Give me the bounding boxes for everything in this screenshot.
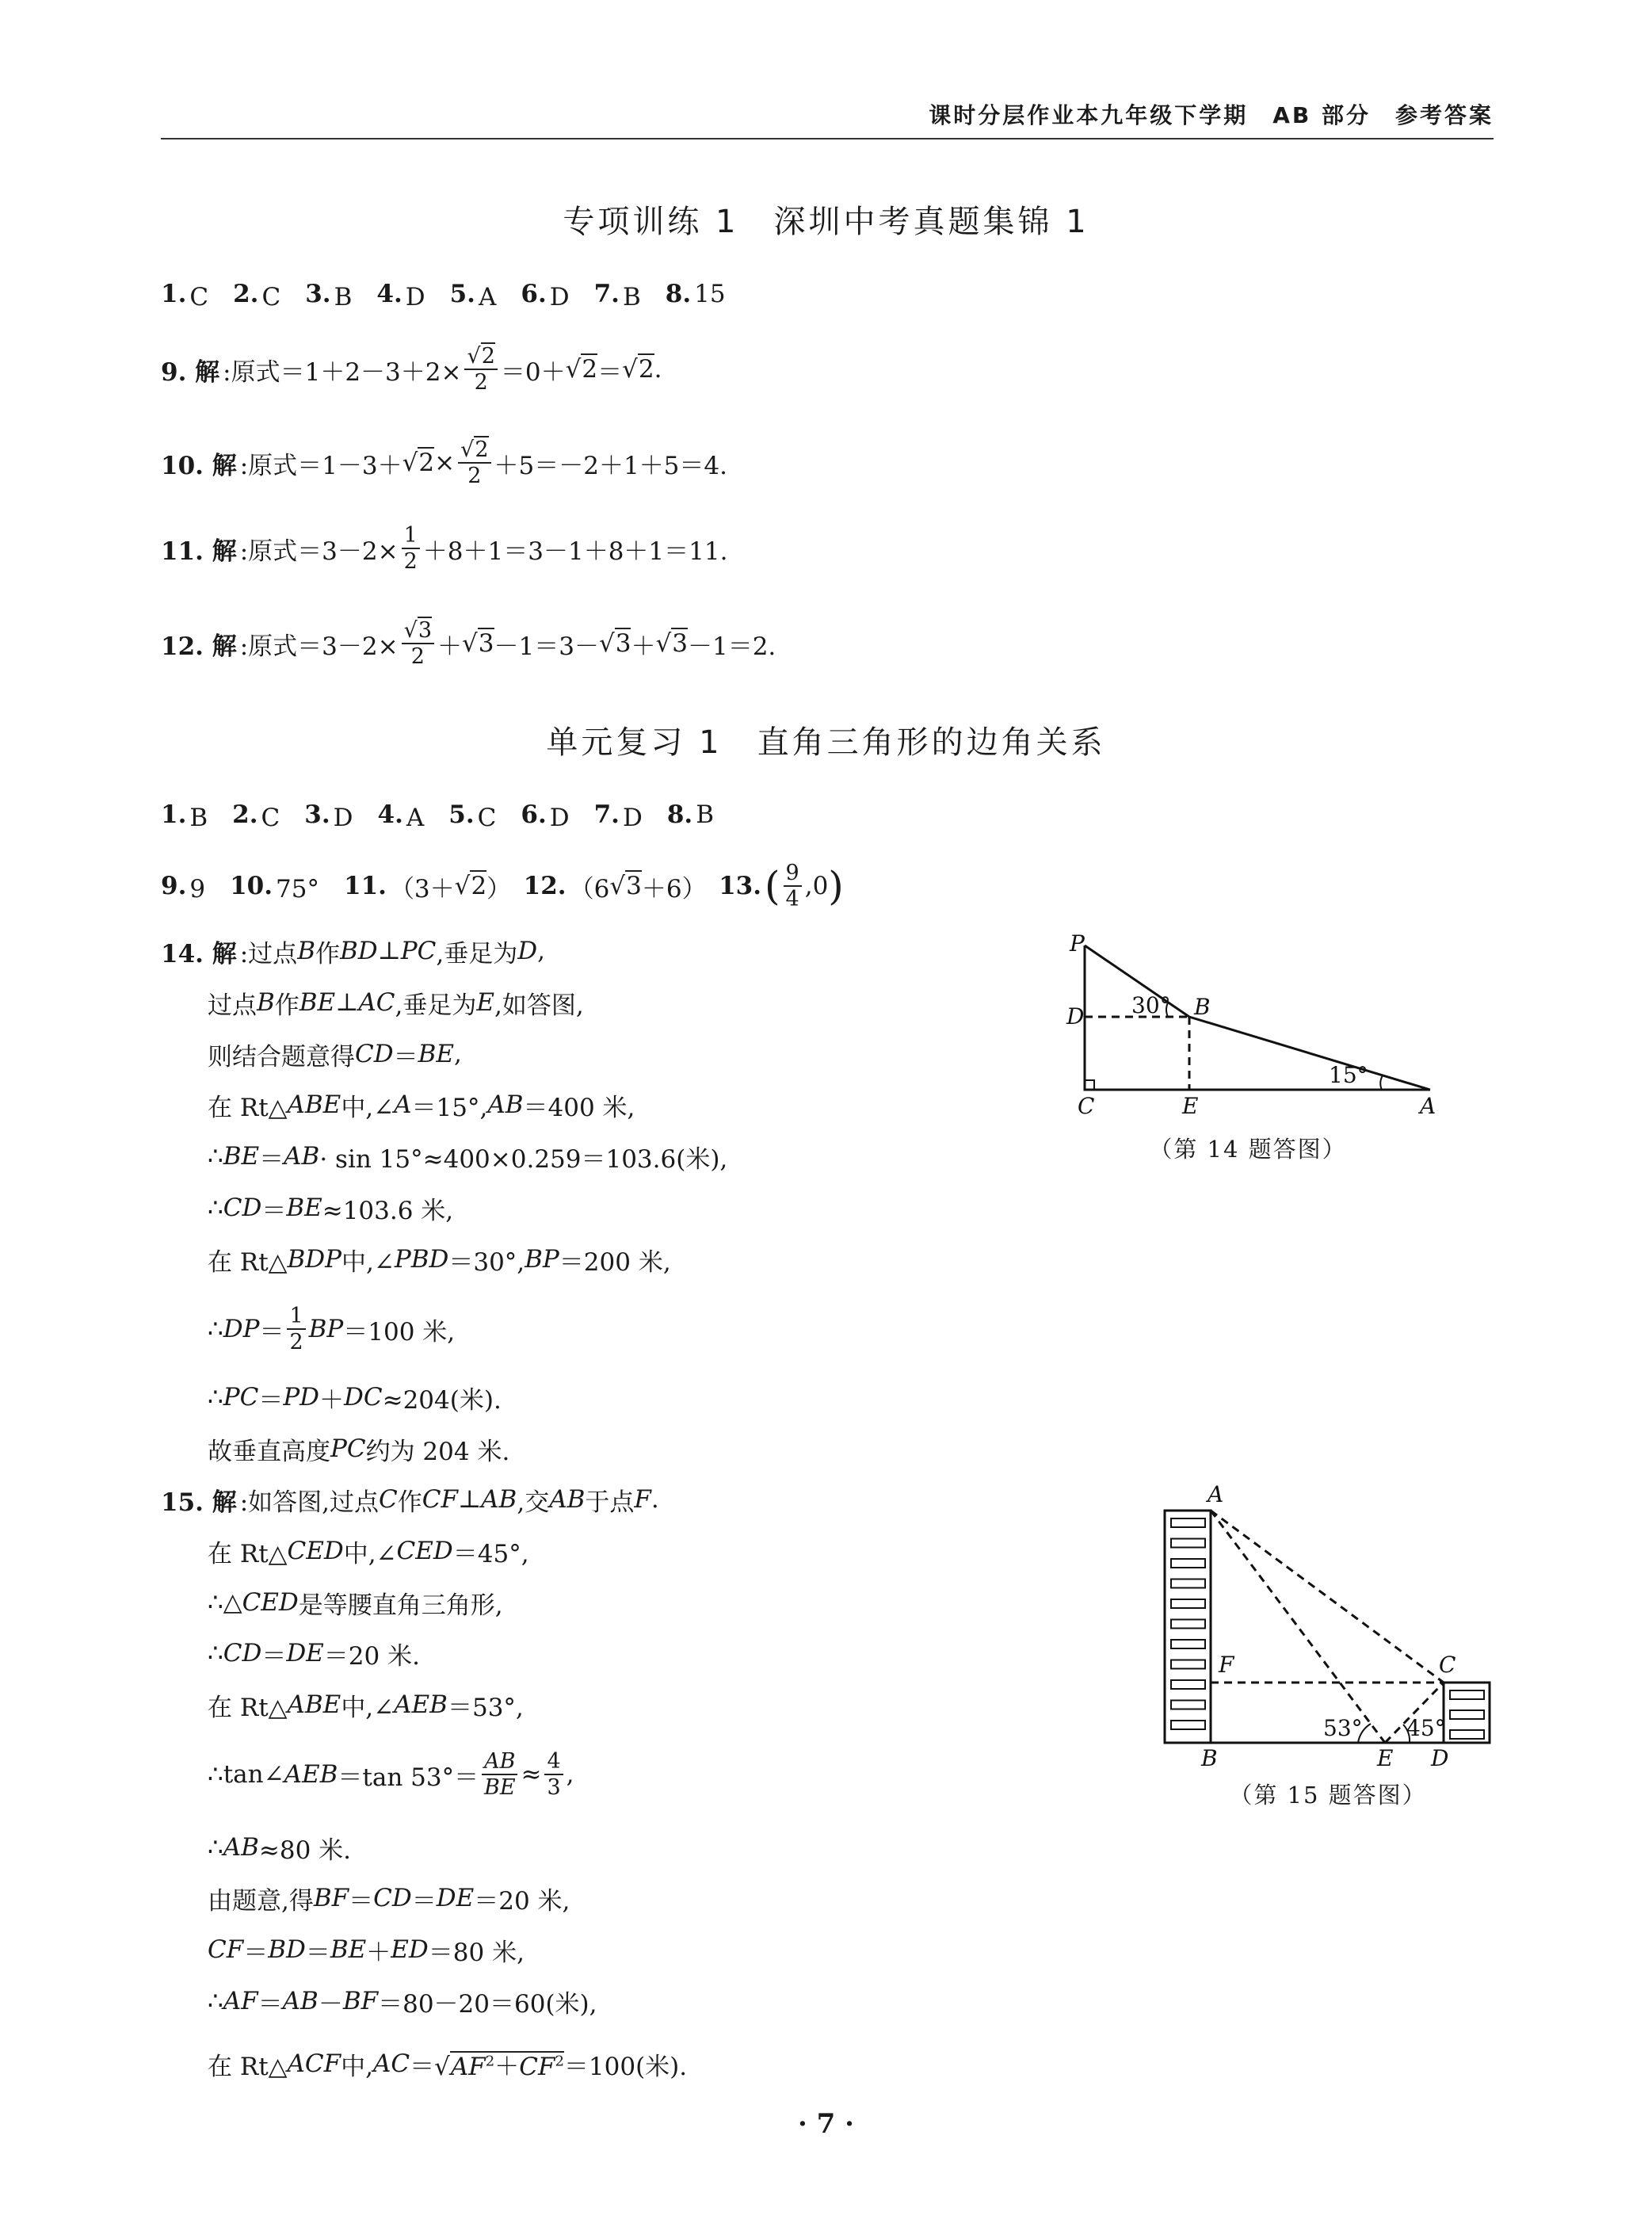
text: 2 [471, 872, 487, 900]
math-variable: CED [396, 1537, 453, 1565]
text: 约为 204 米. [365, 1437, 510, 1466]
text: 3 [418, 617, 433, 643]
math-variable: CD [373, 1884, 412, 1912]
math-variable: CD [223, 1194, 262, 1222]
text: － [318, 1989, 343, 2019]
text: ＋ [437, 632, 463, 661]
math-variable: BE [418, 1040, 454, 1068]
text: B [189, 803, 233, 832]
text: 9 [784, 861, 802, 887]
sqrt-icon: √ [462, 629, 478, 658]
math-variable: E [476, 988, 494, 1017]
text: 75° [276, 874, 344, 903]
text: 4 [785, 887, 799, 911]
math-variable: BE [484, 1775, 516, 1800]
text: 1 [287, 1304, 305, 1330]
text: . [650, 1485, 659, 1514]
math-variable: CD [355, 1040, 394, 1068]
math-variable: ABE [287, 1091, 341, 1119]
math-variable: ACF [287, 2049, 341, 2078]
text: :原式＝3－2× [239, 537, 399, 566]
math-variable: AB [223, 1833, 259, 1862]
math-variable: AB [482, 1749, 517, 1775]
math-variable: DC [344, 1383, 383, 1411]
sqrt-icon: √ [622, 355, 638, 384]
window [1171, 1599, 1205, 1608]
fig14-label-a: A [1420, 1093, 1436, 1119]
text: 则结合题意得 [208, 1042, 355, 1071]
text: 1 [402, 523, 420, 549]
question-number: 2. [232, 800, 258, 829]
math-variable: BP [308, 1315, 344, 1343]
text: －1＝2. [687, 632, 776, 661]
text: ＝ [261, 1641, 287, 1671]
text: ＝80－20＝60(米), [378, 1989, 597, 2019]
question-number: 10. 解 [161, 451, 237, 480]
fig14-label-p: P [1070, 930, 1085, 957]
question-number: 15. 解 [161, 1488, 237, 1517]
text: ＝0＋ [500, 357, 566, 387]
math-variable: CF [519, 2052, 555, 2081]
text: ≈ [521, 1760, 542, 1789]
math-variable: C [379, 1485, 398, 1514]
text: 是等腰直角三角形, [298, 1591, 503, 1620]
text: B [334, 282, 377, 311]
text: （3＋ [389, 874, 455, 903]
text: 3 [478, 629, 494, 658]
question-number: 5. [448, 800, 475, 829]
text: ＝ [261, 1196, 287, 1225]
text: ∴ [208, 1987, 223, 2015]
text: ＝ [410, 2052, 435, 2081]
text: ⊥ [335, 988, 359, 1017]
sqrt-icon: √ [467, 343, 481, 369]
math-variable: BD [268, 1935, 306, 1964]
text: 故垂直高度 [208, 1437, 330, 1466]
text: 作 [397, 1488, 422, 1517]
fig15-label-b: B [1201, 1745, 1218, 1771]
math-variable: PBD [394, 1245, 449, 1274]
math-variable: BF [342, 1987, 379, 2015]
math-variable: BE [299, 988, 336, 1017]
fig14-label-c: C [1078, 1093, 1095, 1119]
question-number: 6. [521, 280, 547, 308]
text: ＋6） [641, 874, 719, 903]
math-variable: F [634, 1485, 651, 1514]
section-title-2: 单元复习 1 直角三角形的边角关系 [546, 724, 1106, 761]
paren: ( [765, 863, 780, 909]
text: －1＝3－ [494, 632, 599, 661]
sqrt-icon: √ [403, 617, 418, 643]
figure-15 [1165, 1511, 1490, 1743]
math-variable: ABE [287, 1690, 341, 1719]
text: ＝ [243, 1938, 269, 1967]
math-variable: BDP [287, 1245, 341, 1274]
window [1450, 1710, 1484, 1719]
math-variable: BD [339, 937, 378, 965]
math-variable: PC [400, 937, 437, 965]
text: 中,∠ [341, 1093, 395, 1122]
fig14-label-d: D [1066, 1003, 1085, 1029]
window [1171, 1580, 1205, 1588]
superscript: 2 [485, 2053, 495, 2070]
math-variable: AB [284, 1142, 320, 1171]
text: 2 [475, 437, 489, 462]
text: · sin 15°≈400×0.259＝103.6(米), [319, 1144, 728, 1174]
window [1171, 1680, 1205, 1689]
text: :原式＝3－2× [239, 632, 399, 661]
math-variable: BE [330, 1935, 367, 1964]
text: ＝45°, [452, 1539, 529, 1568]
math-variable: PC [330, 1434, 366, 1463]
text: 15 [694, 280, 726, 308]
math-variable: A [394, 1091, 412, 1119]
text: ＝30°, [448, 1247, 525, 1277]
text: ,如答图, [494, 991, 584, 1020]
math-variable: CD [223, 1639, 262, 1667]
text: 作 [315, 939, 340, 968]
running-header: 课时分层作业本九年级下学期 AB 部分 参考答案 [929, 102, 1494, 128]
window [1171, 1539, 1205, 1548]
text: , [537, 937, 545, 965]
fig15-angle-45: 45° [1406, 1715, 1446, 1741]
question-number: 1. [161, 800, 187, 829]
section-title-1: 专项训练 1 深圳中考真题集锦 1 [563, 204, 1089, 240]
text: 由题意,得 [208, 1886, 314, 1916]
text: ≈204(米). [382, 1385, 502, 1415]
sqrt-icon: √ [434, 2052, 450, 2081]
question-number: 12. 解 [161, 632, 237, 661]
text: D [549, 282, 594, 311]
math-variable: B [257, 988, 275, 1017]
text: ∴ [208, 1194, 223, 1222]
text: ＋ [494, 2052, 520, 2081]
text: . [654, 355, 662, 384]
question-number: 3. [305, 280, 331, 308]
text: ＝ [259, 1317, 284, 1347]
window [1450, 1690, 1484, 1699]
question-number: 9. 解 [161, 357, 220, 387]
math-variable: CF [422, 1485, 459, 1514]
math-variable: DP [223, 1315, 260, 1343]
text: 3 [615, 629, 631, 658]
text: 3 [626, 872, 642, 900]
text: × [434, 449, 456, 477]
math-variable: B [297, 937, 315, 965]
fig15-label-c: C [1439, 1652, 1456, 1678]
paren: ) [828, 863, 844, 909]
text: 2 [410, 644, 425, 669]
text: ＝20 米, [474, 1886, 570, 1916]
text: ＋5＝－2＋1＋5＝4. [494, 451, 727, 480]
text: :原式＝1－3＋ [239, 451, 403, 480]
text: 在 Rt△ [208, 1247, 288, 1277]
math-variable: D [517, 937, 538, 965]
text: ≈103.6 米, [322, 1196, 454, 1225]
math-variable: AB [487, 1091, 524, 1119]
text: ＝80 米, [428, 1938, 525, 1967]
text: C [261, 803, 305, 832]
text: 9 [189, 874, 231, 903]
text: 在 Rt△ [208, 2052, 288, 2081]
window [1171, 1701, 1205, 1709]
math-variable: DE [436, 1884, 475, 1912]
fig14-caption: （第 14 题答图） [1149, 1136, 1347, 1163]
text: :如答图,过点 [239, 1488, 380, 1517]
math-variable: AF [223, 1987, 258, 2015]
text: A [478, 282, 521, 311]
text: ,垂足为 [436, 939, 518, 968]
window [1171, 1660, 1205, 1669]
text: ,0 [804, 872, 829, 900]
text: ＝ [349, 1886, 374, 1916]
text: 2 [481, 343, 495, 369]
math-variable: CED [242, 1588, 299, 1617]
text: 2 [582, 355, 598, 384]
text: ＝ [258, 1989, 283, 2019]
text: ⊥ [377, 937, 401, 965]
question-number: 9. [161, 872, 187, 900]
text: 2 [638, 355, 654, 384]
question-number: 4. [377, 800, 403, 829]
text: 2 [418, 449, 435, 477]
text: C [261, 282, 306, 311]
text: C [189, 282, 234, 311]
question-number: 6. [521, 800, 547, 829]
text: 4 [544, 1749, 563, 1775]
text: 3 [547, 1775, 561, 1800]
question-number: 12. [523, 872, 567, 900]
text: 2 [467, 464, 482, 488]
text: B [696, 800, 714, 829]
fig15-label-f: F [1219, 1652, 1234, 1678]
text: D [549, 803, 594, 832]
window [1171, 1620, 1205, 1629]
math-variable: CF [208, 1935, 244, 1964]
text: （6 [569, 874, 610, 903]
text: 在 Rt△ [208, 1693, 288, 1722]
text: 过点 [208, 991, 257, 1020]
text: 中, [341, 2052, 373, 2081]
text: ∴ [208, 1833, 223, 1862]
text: ＝53°, [447, 1693, 524, 1722]
fig15-label-a: A [1208, 1481, 1224, 1507]
sqrt-icon: √ [402, 449, 418, 477]
text: ＝20 米. [323, 1641, 420, 1671]
text: ＝15°, [411, 1093, 488, 1122]
text: ＋ [366, 1938, 391, 1967]
text: ,交 [517, 1488, 550, 1517]
text: ＝100(米). [563, 2052, 688, 2081]
window [1450, 1730, 1484, 1739]
fig15-angle-53: 53° [1323, 1715, 1363, 1741]
fig14-label-b: B [1194, 994, 1211, 1020]
math-variable: AC [358, 988, 395, 1017]
text: ∴△ [208, 1588, 242, 1617]
fig14-label-e: E [1182, 1093, 1199, 1119]
text: ∴ [208, 1383, 223, 1411]
text: 中,∠ [341, 1247, 395, 1277]
text: 2 [474, 370, 488, 395]
superscript: 2 [555, 2053, 564, 2070]
math-variable: CED [287, 1537, 344, 1565]
text: :原式＝1＋2－3＋2× [223, 357, 462, 387]
page-number: · 7 · [797, 2108, 854, 2140]
text: ,垂足为 [395, 991, 477, 1020]
window [1171, 1640, 1205, 1648]
text: ＝100 米, [343, 1317, 456, 1347]
sqrt-icon: √ [454, 872, 471, 900]
sqrt-icon: √ [460, 437, 475, 462]
window [1171, 1518, 1205, 1527]
text: ＝tan 53°＝ [338, 1763, 479, 1792]
math-variable: DE [286, 1639, 324, 1667]
text: D [405, 282, 450, 311]
question-number: 11. [344, 872, 387, 900]
math-variable: PD [283, 1383, 320, 1411]
sqrt-icon: √ [598, 629, 615, 658]
fig14-angle-15: 15° [1329, 1062, 1368, 1088]
question-number: 7. [593, 280, 620, 308]
text: B [622, 282, 666, 311]
text: 在 Rt△ [208, 1093, 288, 1122]
question-number: 14. 解 [161, 939, 237, 968]
text: 中,∠ [341, 1693, 395, 1722]
text: D [622, 803, 667, 832]
text: ∴ [208, 1142, 223, 1171]
text: ＝400 米, [523, 1093, 635, 1122]
question-number: 1. [161, 280, 187, 308]
fig15-label-d: D [1431, 1745, 1449, 1771]
text: C [477, 803, 521, 832]
question-number: 5. [449, 280, 475, 308]
text: ＋8＋1＝3－1＋8＋1＝11. [422, 537, 728, 566]
math-variable: AEB [394, 1690, 448, 1719]
text: D [333, 803, 378, 832]
math-variable: AC [372, 2049, 410, 2078]
text: , [566, 1760, 574, 1789]
text: ＋ [631, 632, 656, 661]
text: ∴ [208, 1315, 223, 1343]
question-number: 7. [593, 800, 620, 829]
text: 2 [403, 549, 418, 574]
text: ＝ [597, 357, 623, 387]
text: ＝ [305, 1938, 330, 1967]
question-number: 10. [230, 872, 273, 900]
text: 作 [274, 991, 299, 1020]
math-variable: AB [549, 1485, 586, 1514]
math-variable: AB [481, 1485, 517, 1514]
math-variable: BF [313, 1884, 349, 1912]
question-number: 8. [666, 800, 693, 829]
text: , [454, 1040, 462, 1068]
text: ＋ [319, 1385, 345, 1415]
text: :过点 [239, 939, 298, 968]
text: 2 [289, 1330, 303, 1354]
window [1171, 1721, 1205, 1729]
text: ＝ [259, 1144, 284, 1174]
text: ≈80 米. [258, 1835, 352, 1865]
text: ＝ [393, 1042, 418, 1071]
text: ∴ [208, 1639, 223, 1667]
sqrt-icon: √ [655, 629, 672, 658]
text: 3 [672, 629, 688, 658]
text: ＝ [411, 1886, 437, 1916]
question-number: 2. [233, 280, 259, 308]
math-variable: AB [282, 1987, 319, 2015]
sqrt-icon: √ [609, 872, 626, 900]
window [1171, 1559, 1205, 1568]
math-variable: BE [223, 1142, 260, 1171]
text: ＝200 米, [559, 1247, 671, 1277]
text: ＝ [258, 1385, 284, 1415]
math-variable: BE [286, 1194, 322, 1222]
question-number: 13. [719, 872, 762, 900]
text: ） [486, 874, 524, 903]
fig15-caption: （第 15 题答图） [1229, 1782, 1427, 1809]
math-variable: ED [391, 1935, 429, 1964]
question-number: 4. [376, 280, 403, 308]
math-variable: PC [223, 1383, 259, 1411]
math-variable: AEB [284, 1760, 338, 1789]
text: ⊥ [458, 1485, 482, 1514]
fig15-label-e: E [1377, 1745, 1394, 1771]
text: 在 Rt△ [208, 1539, 288, 1568]
text: A [406, 803, 449, 832]
question-number: 11. 解 [161, 537, 237, 566]
text: 于点 [585, 1488, 635, 1517]
question-number: 3. [304, 800, 330, 829]
math-variable: BP [525, 1245, 559, 1274]
sqrt-icon: √ [565, 355, 582, 384]
text: 中,∠ [343, 1539, 397, 1568]
fig14-angle-30: 30° [1131, 992, 1171, 1018]
question-number: 8. [665, 280, 692, 308]
math-variable: AF [450, 2052, 486, 2081]
text: ∴tan∠ [208, 1760, 284, 1789]
